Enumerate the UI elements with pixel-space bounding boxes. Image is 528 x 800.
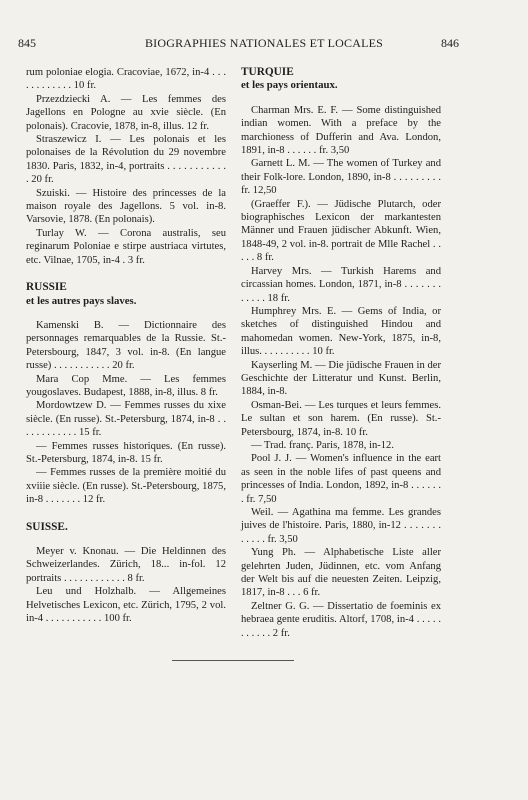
continued-entry: rum poloniae elogia. Cracoviae, 1672, in-4 . . . . . . . . . . . . 10 fr.: [26, 67, 226, 92]
section-title-suisse: SUISSE.: [26, 520, 68, 533]
page-number-left: 845: [18, 36, 36, 50]
bibliography-entry: Humphrey Mrs. E. — Gems of India, or sketches of distinguished Hindou and mahomedan women. New-York, 1875, in-8, illus. . . . . . . . . . 10 fr.: [241, 305, 441, 358]
bibliography-entry: Kamenski B. — Dictionnaire des personnages remarquables de la Russie. St.-Petersbourg, 1847, 3 vol. in-8. (En langue russe) . . . . . . . . . . . 20 fr.: [26, 319, 226, 372]
section-title-turquie: TURQUIE: [241, 66, 294, 78]
bibliography-entry: Harvey Mrs. — Turkish Harems and circassian homes. London, 1871, in-8 . . . . . . . . . . . . 18 fr.: [241, 265, 441, 304]
bibliography-entry: Garnett L. M. — The women of Turkey and their Folk-lore. London, 1890, in-8 . . . . . . . . . fr. 12,50: [241, 158, 441, 197]
page-header: [0, 36, 528, 54]
page-number-right: 846: [441, 36, 459, 50]
bibliography-subentry: — Femmes russes de la première moitié du xviiie siècle. (En russe). St.-Petersbourg, 1875, in-8 . . . . . . . 12 fr.: [26, 467, 226, 506]
bibliography-entry: Yung Ph. — Alphabetische Liste aller gelehrten Juden, Jüdinnen, etc. vom Anfang der Welt bis auf die neuesten Zeiten. Leipzig, 1817, in-8 . . . 6 fr.: [241, 547, 441, 599]
end-rule: [172, 660, 294, 661]
bibliography-entry: Przezdziecki A. — Les femmes des Jagellons en Pologne au xvie siècle. (En polonais). Cracovie, 1878, in-8, illus. 12 fr.: [26, 93, 226, 132]
bibliography-entry: (Graeffer F.). — Jüdische Plutarch, oder biographisches Lexicon der markantesten Männer und Frauen jüdischer Abkunft. Wien, 1848-49, 2 vol. in-8. portrait de Mlle Rachel . . . . . 8 fr.: [241, 198, 441, 264]
bibliography-entry: Zeltner G. G. — Dissertatio de foeminis ex hebraea gente eruditis. Altorf, 1708, in-4 . . . . . . . . . . . 2 fr.: [241, 600, 441, 639]
bibliography-subentry: — Trad. franç. Paris, 1878, in-12.: [251, 439, 395, 451]
section-subtitle-turquie: et les pays orientaux.: [241, 79, 338, 92]
left-column: [26, 66, 226, 625]
bibliography-entry: Osman-Bei. — Les turques et leurs femmes. Le sultan et son harem. (En russe). St.-Petersbourg, 1874, in-8. 10 fr.: [241, 399, 441, 438]
bibliography-entry: Leu und Holzhalb. — Allgemeines Helvetisches Lexicon, etc. Zürich, 1795, 2 vol. in-4 . . . . . . . . . . . 100 fr.: [26, 586, 226, 625]
running-title: BIOGRAPHIES NATIONALES ET LOCALES: [144, 36, 384, 50]
bibliography-entry: Kayserling M. — Die jüdische Frauen in der Geschichte der Litteratur und Kunst. Berlin, 1884, in-8.: [241, 359, 441, 398]
section-subtitle-russie: et les autres pays slaves.: [26, 294, 137, 307]
bibliography-entry: Szuiski. — Histoire des princesses de la maison royale des Jagellons. 5 vol. in-8. Varsovie, 1878. (En polonais).: [26, 187, 226, 226]
bibliography-entry: Meyer v. Knonau. — Die Heldinnen des Schweizerlandes. Zürich, 18... in-fol. 12 portraits . . . . . . . . . . . . 8 fr.: [26, 546, 226, 584]
bibliography-entry: Charman Mrs. E. F. — Some distinguished indian women. With a preface by the marchioness of Dufferin and Ava. London, 1891, in-8 . . . . . . fr. 3,50: [241, 104, 441, 157]
bibliography-entry: Turlay W. — Corona australis, seu reginarum Poloniae e stirpe austriaca virtutes, etc. Vilnae, 1705, in-4 . 3 fr.: [26, 227, 226, 266]
bibliography-entry: Mordowtzew D. — Femmes russes du xixe siècle. (En russe). St.-Petersburg, 1874, in-8 . . . . . . . . . . . . 15 fr.: [26, 400, 226, 439]
bibliography-entry: Straszewicz I. — Les polonais et les polonaises de la Révolution du 29 novembre 1830. Paris, 1832, in-4, portraits . . . . . . . . . . . . 20 fr.: [26, 134, 226, 186]
bibliography-entry: Weil. — Agathina ma femme. Les grandes juives de l'histoire. Paris, 1880, in-12 . . . . . . . . . . . . fr. 3,50: [241, 507, 441, 545]
right-column: [241, 66, 441, 640]
bibliography-entry: Mara Cop Mme. — Les femmes yougoslaves. Budapest, 1888, in-8, illus. 8 fr.: [26, 373, 226, 398]
bibliography-entry: Pool J. J. — Women's influence in the eart as seen in the noble lifes of past queens and princesses of India. London, 1892, in-8 . . . . . . . fr. 7,50: [241, 453, 441, 505]
bibliography-subentry: — Femmes russes historiques. (En russe). St.-Petersburg, 1874, in-8. 15 fr.: [26, 440, 226, 465]
section-title-russie: RUSSIE: [26, 281, 67, 294]
